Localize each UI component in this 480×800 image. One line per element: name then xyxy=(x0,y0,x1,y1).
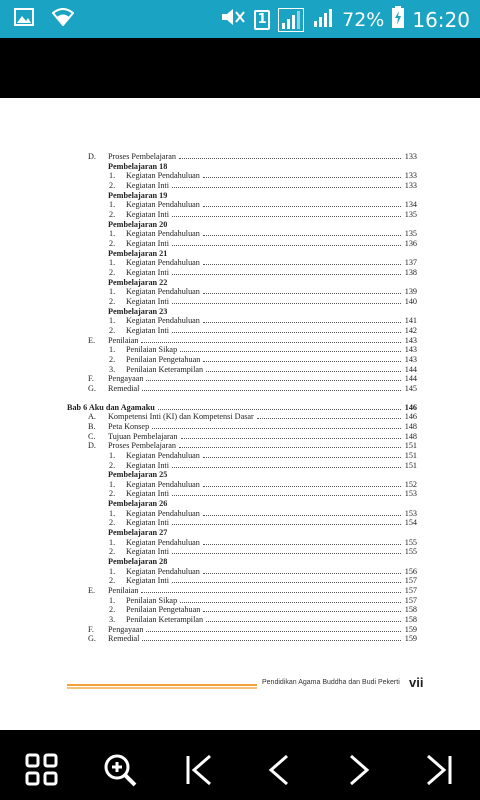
toc-row xyxy=(0,220,480,230)
toc-row xyxy=(0,528,480,538)
toc-entry-text: Kegiatan Inti xyxy=(126,460,169,470)
toc-section-letter: D. xyxy=(88,441,96,451)
toc-row xyxy=(0,345,480,355)
toc-entry-text: Kegiatan Inti xyxy=(126,267,169,277)
toc-row xyxy=(0,625,480,635)
toc-row xyxy=(0,432,480,442)
toc-dot-leader xyxy=(180,596,401,603)
wifi-icon xyxy=(52,8,74,30)
toc-entry-text: Proses Pembelajaran xyxy=(108,441,176,451)
toc-row xyxy=(0,451,480,461)
bottom-navigation xyxy=(0,730,480,800)
toc-dot-leader xyxy=(257,412,401,419)
toc-row xyxy=(0,470,480,480)
toc-dot-leader xyxy=(172,461,401,468)
toc-dot-leader xyxy=(203,538,401,545)
toc-item-number: 2. xyxy=(109,210,116,219)
toc-row xyxy=(0,576,480,586)
toc-entry-text: Proses Pembelajaran xyxy=(108,152,176,161)
toc-page-number: 155 xyxy=(404,537,417,547)
toc-entry-text: Kegiatan Inti xyxy=(126,518,169,528)
toc-row xyxy=(0,191,480,201)
toc-dot-leader xyxy=(146,374,401,381)
toc-entry-text: Pengayaan xyxy=(108,624,144,634)
toc-page-number: 151 xyxy=(404,441,417,451)
toc-item-number: 3. xyxy=(109,615,116,624)
toc-entry-text: Peta Konsep xyxy=(108,421,150,431)
toc-row xyxy=(0,307,480,317)
toc-dot-leader xyxy=(203,258,401,265)
toc-row xyxy=(0,326,480,336)
toc-row xyxy=(0,239,480,249)
last-page-button[interactable] xyxy=(418,750,458,790)
toc-dot-leader xyxy=(203,171,401,178)
toc-entry-text: Kegiatan Inti xyxy=(126,547,169,557)
toc-entry-text: Kegiatan Pendahuluan xyxy=(126,479,200,489)
toc-entry-text: Kegiatan Pendahuluan xyxy=(126,287,200,297)
toc-item-number: 2. xyxy=(109,325,116,335)
toc-section-letter: F. xyxy=(88,624,94,634)
toc-page-number: 133 xyxy=(404,181,417,190)
toc-item-number: 2. xyxy=(109,296,116,306)
toc-dot-leader xyxy=(172,268,401,275)
toc-dot-leader xyxy=(172,326,401,333)
toc-page-number: 138 xyxy=(404,267,417,277)
toc-page-number: 159 xyxy=(404,624,417,634)
previous-page-button[interactable] xyxy=(260,750,300,790)
toc-row xyxy=(0,229,480,239)
toc-entry-text: Penilaian xyxy=(108,586,139,595)
toc-entry-text: Kegiatan Inti xyxy=(126,238,169,248)
toc-dot-leader xyxy=(172,181,401,188)
toc-page-number: 135 xyxy=(404,229,417,239)
toc-dot-leader xyxy=(203,355,401,362)
toc-page-number: 157 xyxy=(404,586,417,595)
footer-page-number: vii xyxy=(409,675,424,690)
toc-row xyxy=(0,403,480,413)
toc-row xyxy=(0,171,480,181)
toc-row xyxy=(0,278,480,288)
mute-icon xyxy=(220,7,246,32)
toc-entry-text: Penilaian Keterampilan xyxy=(126,364,204,374)
toc-row xyxy=(0,249,480,259)
toc-page-number: 154 xyxy=(404,518,417,528)
toc-page-number: 158 xyxy=(404,615,417,624)
toc-dot-leader xyxy=(142,384,401,391)
toc-row xyxy=(0,200,480,210)
toc-page-number: 133 xyxy=(404,171,417,181)
toc-section-letter: E. xyxy=(88,335,96,345)
toc-row xyxy=(0,567,480,577)
toc-item-number: 1. xyxy=(109,595,116,605)
toc-row xyxy=(0,258,480,268)
toc-row xyxy=(0,297,480,307)
toc-entry-text: Kegiatan Pendahuluan xyxy=(126,508,200,518)
toc-entry-text: Penilaian Pengetahuan xyxy=(126,605,201,615)
toc-row xyxy=(0,181,480,191)
toc-item-number: 2. xyxy=(109,354,116,364)
footer-divider xyxy=(67,684,257,690)
first-page-button[interactable] xyxy=(180,750,220,790)
toc-page-number: 133 xyxy=(404,152,417,161)
toc-row xyxy=(0,538,480,548)
battery-percent: 72% xyxy=(342,8,385,31)
toc-entry-text: Kegiatan Pendahuluan xyxy=(126,316,200,326)
toc-page-number: 137 xyxy=(404,258,417,268)
toc-entry-text: Kompetensi Inti (KI) dan Kompetensi Dasar xyxy=(108,412,254,422)
toc-row xyxy=(0,336,480,346)
toc-page-number: 136 xyxy=(404,238,417,248)
toc-entry-text: Kegiatan Inti xyxy=(126,325,169,335)
toc-dot-leader xyxy=(203,451,401,458)
toc-row xyxy=(0,355,480,365)
toc-item-number: 2. xyxy=(109,576,116,586)
toc-dot-leader xyxy=(181,432,401,439)
next-page-button[interactable] xyxy=(338,750,378,790)
toc-page-number: 153 xyxy=(404,508,417,518)
toc-page-number: 145 xyxy=(404,383,417,393)
toc-row xyxy=(0,162,480,172)
toc-lesson-heading: Pembelajaran 27 xyxy=(108,528,168,538)
toc-lesson-heading: Pembelajaran 25 xyxy=(108,470,168,480)
toc-row xyxy=(0,596,480,606)
toc-dot-leader xyxy=(203,480,401,487)
sim-icon: 1 xyxy=(254,10,270,30)
toc-item-number: 2. xyxy=(109,605,116,615)
toc-row xyxy=(0,365,480,375)
toc-page-number: 157 xyxy=(404,576,417,586)
toc-item-number: 1. xyxy=(109,566,116,576)
toc-dot-leader xyxy=(172,297,401,304)
toc-page-number: 153 xyxy=(404,489,417,499)
toc-page-number: 143 xyxy=(404,335,417,345)
toc-entry-text: Tujuan Pembelajaran xyxy=(108,431,178,441)
toc-page-number: 144 xyxy=(404,374,417,384)
status-bar xyxy=(0,0,480,38)
toc-page-number: 141 xyxy=(404,316,417,326)
toc-entry-text: Kegiatan Pendahuluan xyxy=(126,566,200,576)
grid-view-button[interactable] xyxy=(22,750,62,790)
toc-entry-text: Kegiatan Pendahuluan xyxy=(126,537,200,547)
toc-row xyxy=(0,586,480,596)
zoom-in-button[interactable] xyxy=(100,750,140,790)
first-page-icon xyxy=(180,750,220,790)
toc-row xyxy=(0,489,480,499)
toc-item-number: 1. xyxy=(109,287,116,297)
toc-lesson-heading: Pembelajaran 26 xyxy=(108,499,168,509)
toc-dot-leader xyxy=(179,441,401,448)
toc-item-number: 1. xyxy=(109,316,116,326)
toc-item-number: 2. xyxy=(109,460,116,470)
toc-section-letter: A. xyxy=(88,412,96,422)
next-page-icon xyxy=(338,750,378,790)
toc-row xyxy=(0,287,480,297)
toolbar xyxy=(0,38,480,98)
toc-dot-leader xyxy=(206,365,401,372)
zoom-in-icon xyxy=(100,750,140,790)
toc-dot-leader xyxy=(141,586,401,593)
toc-item-number: 2. xyxy=(109,238,116,248)
toc-page-number: 134 xyxy=(404,200,417,210)
toc-entry-text: Penilaian Keterampilan xyxy=(126,615,204,624)
toc-section-letter: F. xyxy=(88,374,94,384)
toc-section-letter: G. xyxy=(88,634,96,644)
signal-icon xyxy=(278,8,304,32)
toc-item-number: 2. xyxy=(109,267,116,277)
toc-row xyxy=(0,518,480,528)
toc-dot-leader xyxy=(203,605,401,612)
toc-page-number: 151 xyxy=(404,460,417,470)
grid-view-icon xyxy=(22,750,62,790)
toc-page-number: 151 xyxy=(404,450,417,460)
toc-dot-leader xyxy=(152,422,401,429)
toc-page-number: 148 xyxy=(404,421,417,431)
toc-item-number: 1. xyxy=(109,200,116,210)
toc-row xyxy=(0,374,480,384)
toc-entry-text: Kegiatan Inti xyxy=(126,210,169,219)
toc-dot-leader xyxy=(203,287,401,294)
toc-row xyxy=(0,268,480,278)
signal-icon-2 xyxy=(312,7,334,32)
toc-dot-leader xyxy=(203,509,401,516)
toc-entry-text: Kegiatan Inti xyxy=(126,489,169,499)
toc-row xyxy=(0,605,480,615)
toc-page-number: 146 xyxy=(404,402,417,412)
toc-page-number: 152 xyxy=(404,479,417,489)
toc-page-number: 156 xyxy=(404,566,417,576)
toc-dot-leader xyxy=(158,403,401,410)
footer-book-title: Pendidikan Agama Buddha dan Budi Pekerti xyxy=(262,679,400,686)
toc-section-letter: B. xyxy=(88,421,96,431)
toc-row xyxy=(0,441,480,451)
toc-entry-text: Kegiatan Pendahuluan xyxy=(126,200,200,210)
toc-dot-leader xyxy=(141,336,401,343)
toc-dot-leader xyxy=(172,239,401,246)
toc-row xyxy=(0,509,480,519)
toc-page-number: 143 xyxy=(404,345,417,355)
toc-item-number: 1. xyxy=(109,479,116,489)
toc-entry-text: Penilaian Sikap xyxy=(126,345,178,355)
toc-item-number: 2. xyxy=(109,547,116,557)
toc-lesson-heading: Pembelajaran 28 xyxy=(108,557,168,567)
toc-item-number: 1. xyxy=(109,258,116,268)
toc-page-number: 135 xyxy=(404,210,417,219)
toc-entry-text: Kegiatan Inti xyxy=(126,181,169,190)
toc-dot-leader xyxy=(203,229,401,236)
toc-row xyxy=(0,461,480,471)
toc-item-number: 1. xyxy=(109,171,116,181)
last-page-icon xyxy=(418,750,458,790)
toc-section-letter: C. xyxy=(88,431,96,441)
toc-section-letter: G. xyxy=(88,383,96,393)
toc-dot-leader xyxy=(180,345,401,352)
toc-lesson-heading: Pembelajaran 18 xyxy=(108,161,168,171)
toc-lesson-heading: Pembelajaran 23 xyxy=(108,306,168,316)
toc-dot-leader xyxy=(142,634,401,641)
toc-chapter-title: Bab 6 Aku dan Agamaku xyxy=(67,402,155,412)
toc-dot-leader xyxy=(203,567,401,574)
toc-item-number: 2. xyxy=(109,518,116,528)
toc-page-number: 142 xyxy=(404,325,417,335)
toc-item-number: 1. xyxy=(109,345,116,355)
clock: 16:20 xyxy=(412,7,470,32)
document-page[interactable] xyxy=(0,98,480,730)
toc-entry-text: Penilaian Sikap xyxy=(126,595,178,605)
toc-row xyxy=(0,210,480,220)
toc-page-number: 146 xyxy=(404,412,417,422)
toc-entry-text: Kegiatan Pendahuluan xyxy=(126,171,200,181)
toc-row xyxy=(0,499,480,509)
toc-lesson-heading: Pembelajaran 20 xyxy=(108,219,168,229)
toc-section-letter: E. xyxy=(88,586,96,595)
toc-dot-leader xyxy=(179,152,401,159)
toc-item-number: 1. xyxy=(109,508,116,518)
toc-entry-text: Penilaian xyxy=(108,335,139,345)
toc-lesson-heading: Pembelajaran 19 xyxy=(108,190,168,200)
toc-dot-leader xyxy=(172,547,401,554)
toc-dot-leader xyxy=(172,489,401,496)
toc-dot-leader xyxy=(172,518,401,525)
toc-entry-text: Pengayaan xyxy=(108,374,144,384)
battery-charging-icon xyxy=(392,6,404,33)
toc-dot-leader xyxy=(172,576,401,583)
toc-item-number: 2. xyxy=(109,181,116,190)
toc-row xyxy=(0,422,480,432)
toc-item-number: 1. xyxy=(109,229,116,239)
toc-row xyxy=(0,557,480,567)
toc-page-number: 144 xyxy=(404,364,417,374)
toc-page-number: 143 xyxy=(404,354,417,364)
gallery-icon xyxy=(14,8,34,30)
toc-dot-leader xyxy=(203,200,401,207)
toc-row xyxy=(0,547,480,557)
toc-page-number: 140 xyxy=(404,296,417,306)
previous-page-icon xyxy=(260,750,300,790)
toc-page-number: 139 xyxy=(404,287,417,297)
toc-entry-text: Penilaian Pengetahuan xyxy=(126,354,201,364)
toc-item-number: 2. xyxy=(109,489,116,499)
toc-item-number: 1. xyxy=(109,450,116,460)
toc-entry-text: Kegiatan Inti xyxy=(126,576,169,586)
toc-entry-text: Kegiatan Pendahuluan xyxy=(126,258,200,268)
toc-row xyxy=(0,152,480,162)
toc-page-number: 159 xyxy=(404,634,417,644)
toc-row xyxy=(0,615,480,625)
toc-entry-text: Kegiatan Pendahuluan xyxy=(126,229,200,239)
toc-entry-text: Remedial xyxy=(108,634,140,644)
toc-row xyxy=(0,412,480,422)
toc-entry-text: Kegiatan Pendahuluan xyxy=(126,450,200,460)
toc-dot-leader xyxy=(172,210,401,217)
toc-page-number: 148 xyxy=(404,431,417,441)
toc-row xyxy=(0,480,480,490)
toc-lesson-heading: Pembelajaran 21 xyxy=(108,248,168,258)
toc-entry-text: Kegiatan Inti xyxy=(126,296,169,306)
toc-dot-leader xyxy=(206,615,401,622)
toc-page-number: 157 xyxy=(404,595,417,605)
toc-page-number: 155 xyxy=(404,547,417,557)
toc-page-number: 158 xyxy=(404,605,417,615)
toc-section-letter: D. xyxy=(88,152,96,161)
toc-item-number: 3. xyxy=(109,364,116,374)
toc-row xyxy=(0,384,480,394)
toc-entry-text: Remedial xyxy=(108,383,140,393)
toc-row xyxy=(0,316,480,326)
toc-lesson-heading: Pembelajaran 22 xyxy=(108,277,168,287)
toc-item-number: 1. xyxy=(109,537,116,547)
toc-dot-leader xyxy=(146,625,401,632)
toc-row xyxy=(0,634,480,644)
toc-dot-leader xyxy=(203,316,401,323)
